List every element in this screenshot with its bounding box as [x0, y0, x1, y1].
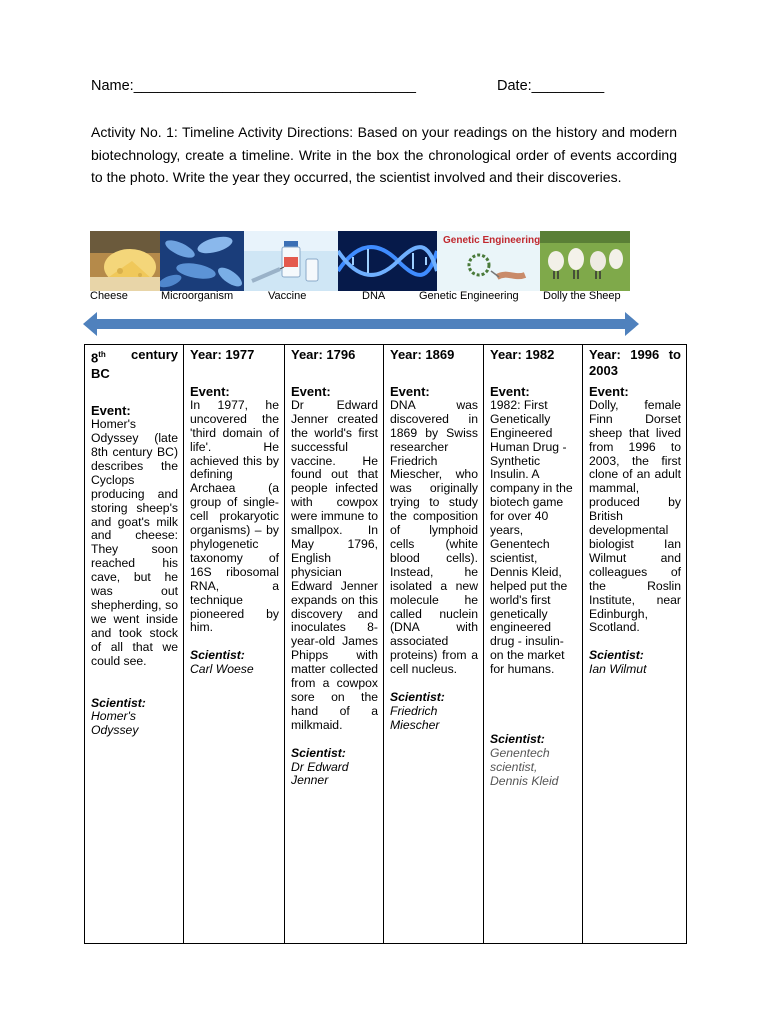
microorganism-image — [160, 231, 244, 291]
event-label: Event: — [190, 384, 230, 399]
event-text: In 1977, he uncovered the 'third domain of life'. He achieved this by defining Archaea (a group of single-cell prokaryotic organisms) – by phylogenetic taxonomy of 16S ribosomal RNA, a technique pioneered by him. — [190, 397, 279, 635]
scientist-name: Carl Woese — [190, 662, 254, 677]
year-label: Year: 1977 — [190, 347, 255, 362]
scientist-label: Scientist: — [190, 648, 245, 663]
name-field[interactable]: Name:___________________________________ — [91, 78, 416, 94]
year-label: Year: 1869 — [390, 347, 455, 362]
scientist-name: Ian Wilmut — [589, 662, 647, 677]
vaccine-image — [244, 231, 338, 291]
event-text: Homer's Odyssey (late 8th century BC) describes the Cyclops producing and storing sheep's and goat's milk and cheese: They soon reached his cave, but he was out shepherding, so we went inside and took stock of all that we could see. — [91, 417, 178, 668]
timeline-column — [384, 345, 484, 944]
dna-image — [338, 231, 437, 291]
scientist-label: Scientist: — [91, 695, 146, 710]
scientist-name: Genentech scientist, Dennis Kleid — [490, 745, 559, 788]
photo-captions — [90, 290, 650, 306]
event-label: Event: — [291, 384, 331, 399]
timeline-column — [285, 345, 384, 944]
photo-strip — [90, 231, 630, 291]
timeline-arrow-icon — [83, 311, 641, 337]
timeline-column — [85, 345, 184, 944]
event-label: Event: — [390, 384, 430, 399]
caption-genetic-engineering: Genetic Engineering — [419, 290, 519, 302]
caption-vaccine: Vaccine — [268, 290, 307, 302]
event-label: Event: — [91, 403, 131, 419]
year-label-line2: BC — [91, 366, 110, 382]
event-text: Dr Edward Jenner created the world's first successful vaccine. He found out that people infected with cowpox were immune to smallpox. In May 1796, English physician Edward Jenner expands on this discovery and inoculates 8-year-old James Phipps with matter collected from a cowpox sore on the hand of a milkmaid. — [291, 397, 378, 732]
genetic-engineering-overlay-text: Genetic Engineering — [443, 235, 540, 246]
timeline-column — [484, 345, 583, 944]
year-label: Year: 1996 to 2003 — [589, 347, 681, 378]
genetic-engineering-image — [437, 231, 540, 291]
timeline-column — [184, 345, 285, 944]
scientist-label: Scientist: — [589, 648, 644, 663]
year-label: Year: 1982 — [490, 347, 555, 362]
date-field[interactable]: Date:_________ — [497, 78, 605, 94]
caption-cheese: Cheese — [90, 290, 128, 302]
event-text: DNA was discovered in 1869 by Swiss researcher Friedrich Miescher, who was originally trying to study the composition of lymphoid cells (white blood cells). Instead, he isolated a new molecule he called nuclein (DNA with associated proteins) from a cell nucleus. — [390, 397, 478, 677]
caption-dolly-the-sheep: Dolly the Sheep — [543, 290, 621, 302]
scientist-label: Scientist: — [291, 745, 346, 760]
scientist-label: Scientist: — [390, 690, 445, 705]
sheep-image — [540, 231, 630, 291]
event-label: Event: — [490, 384, 530, 399]
scientist-label: Scientist: — [490, 732, 545, 747]
year-label: Year: 1796 — [291, 347, 356, 362]
scientist-name: Friedrich Miescher — [390, 703, 440, 732]
caption-microorganism: Microorganism — [161, 290, 234, 302]
event-label: Event: — [589, 384, 629, 399]
event-text: Dolly, female Finn Dorset sheep that lived from 1996 to 2003, the first clone of an adult mammal, produced by British developmental biologist Ian Wilmut and colleagues of the Roslin Institute, near Edinburgh, Scotland. — [589, 397, 681, 635]
caption-dna: DNA — [362, 290, 386, 302]
scientist-name: Dr Edward Jenner — [291, 759, 349, 788]
timeline-column — [583, 345, 687, 944]
scientist-name: Homer's Odyssey — [91, 709, 139, 738]
timeline-table — [84, 344, 687, 944]
directions-paragraph: Activity No. 1: Timeline Activity Directions: Based on your readings on the history and modern biotechnology, create a timeline. Write in the box the chronological order of events according to the photo. Write the year they occurred, the scientist involved and their discoveries. — [91, 124, 677, 185]
cheese-image — [90, 231, 160, 291]
year-label: 8th century — [91, 347, 178, 366]
event-text: 1982: First Genetically Engineered Human Drug - Synthetic Insulin. A company in the biotech game for over 40 years, Genentech scientist, Dennis Kleid, helped put the world's first genetically engineered drug - insulin- on the market for humans. — [490, 397, 573, 677]
